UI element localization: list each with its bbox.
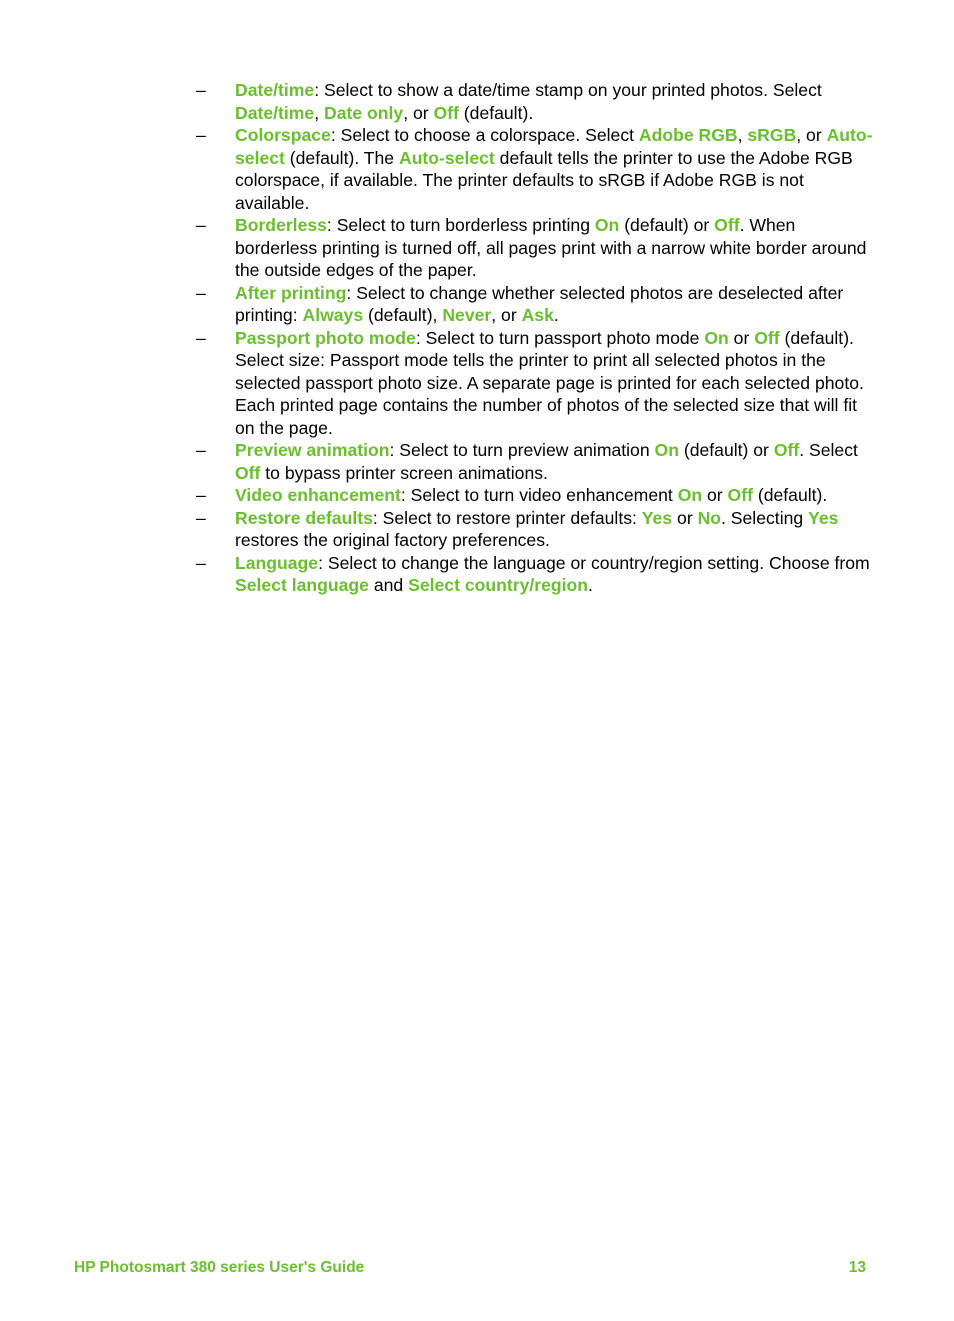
description-text: : Select to turn preview animation: [389, 440, 655, 460]
option-keyword: Off: [727, 485, 753, 505]
description-text: (default).: [458, 102, 534, 123]
description-text: , or: [491, 305, 522, 325]
description-text: . Selecting: [721, 507, 809, 528]
option-keyword: Never: [442, 305, 492, 325]
description-text: .: [588, 575, 593, 595]
bullet-dash: –: [196, 485, 206, 505]
description-text: (default). Select size: Passport mode tells the printer to print all selected photos in the selected passport photo size. A separate page is printed for each selected photo. Each printed page contains the number of photos of the selected size that will fit on the page.: [235, 327, 864, 438]
list-item: [196, 327, 876, 440]
description-text: to bypass printer screen animations.: [260, 462, 548, 483]
option-keyword: Preview animation: [235, 440, 390, 460]
description-text: : Select to change the language or country/region setting. Choose from: [318, 552, 870, 573]
description-text: default tells the printer to use the Adobe RGB colorspace, if available. The printer defaults to sRGB if Adobe RGB is not available.: [235, 147, 853, 213]
list-item: [196, 79, 876, 124]
option-keyword: Ask: [521, 305, 554, 325]
list-item: [196, 484, 876, 507]
option-keyword: Colorspace: [235, 125, 331, 145]
list-item: [196, 282, 876, 327]
description-text: . When borderless printing is turned off, all pages print with a narrow white border around the outside edges of the paper.: [235, 215, 867, 280]
footer-page-number: 13: [848, 1259, 866, 1276]
bullet-dash: –: [196, 282, 206, 303]
bullet-dash: –: [196, 440, 206, 460]
list-item: [196, 552, 876, 597]
bullet-dash: –: [196, 507, 206, 528]
option-keyword: Borderless: [235, 215, 327, 235]
description-text: (default) or: [678, 440, 774, 460]
option-keyword: Date/time: [235, 80, 315, 100]
option-keyword: No: [697, 507, 722, 528]
option-keyword: Adobe RGB: [638, 125, 738, 145]
bullet-dash: –: [196, 125, 206, 145]
description-text: or: [728, 327, 755, 348]
description-text: : Select to turn passport photo mode: [415, 327, 705, 348]
footer-guide-title: HP Photosmart 380 series User's Guide: [74, 1259, 365, 1276]
option-keyword: Select language: [235, 575, 369, 595]
description-text: ,: [737, 125, 748, 145]
description-text: ,: [314, 102, 324, 123]
bullet-dash: –: [196, 552, 206, 573]
option-keyword: Video enhancement: [235, 485, 401, 505]
option-keyword: Language: [235, 552, 319, 573]
description-text: : Select to change whether selected photos are deselected after printing:: [235, 282, 844, 325]
option-keyword: On: [594, 215, 620, 235]
option-keyword: Restore defaults: [235, 507, 373, 528]
option-keyword: After printing: [235, 282, 347, 303]
settings-list: [196, 79, 876, 597]
option-keyword: Auto-select: [235, 125, 873, 168]
bullet-dash: –: [196, 80, 206, 100]
description-text: : Select to choose a colorspace. Select: [330, 125, 639, 145]
description-text: : Select to turn borderless printing: [326, 215, 595, 235]
option-keyword: Select country/region: [408, 575, 588, 595]
list-item: [196, 507, 876, 552]
option-keyword: Off: [773, 440, 800, 460]
option-keyword: Auto-select: [398, 147, 495, 168]
option-keyword: On: [677, 485, 703, 505]
description-text: or: [702, 485, 728, 505]
description-text: : Select to show a date/time stamp on your printed photos. Select: [314, 80, 822, 100]
description-text: and: [368, 575, 409, 595]
list-item: [196, 214, 876, 282]
description-text: (default),: [363, 305, 443, 325]
option-keyword: Yes: [808, 507, 839, 528]
option-keyword: Off: [433, 102, 459, 123]
description-text: , or: [796, 125, 827, 145]
bullet-dash: –: [196, 327, 206, 348]
option-keyword: Off: [714, 215, 740, 235]
option-keyword: Always: [302, 305, 364, 325]
option-keyword: Date/time: [235, 102, 315, 123]
option-keyword: On: [704, 327, 729, 348]
description-text: (default) or: [619, 215, 715, 235]
description-text: . Select: [799, 440, 858, 460]
description-text: or: [672, 507, 698, 528]
list-item: [196, 124, 876, 214]
description-text: (default). The: [284, 147, 399, 168]
option-keyword: Off: [754, 327, 780, 348]
description-text: : Select to restore printer defaults:: [372, 507, 642, 528]
description-text: .: [553, 305, 559, 325]
description-text: restores the original factory preferences.: [235, 530, 550, 550]
option-keyword: Passport photo mode: [235, 327, 416, 348]
description-text: : Select to turn video enhancement: [400, 485, 678, 505]
option-keyword: sRGB: [747, 125, 797, 145]
description-text: , or: [403, 102, 434, 123]
description-text: (default).: [752, 485, 828, 505]
bullet-dash: –: [196, 215, 206, 235]
list-item: [196, 439, 876, 484]
option-keyword: On: [654, 440, 679, 460]
option-keyword: Date only: [323, 102, 404, 123]
option-keyword: Off: [235, 462, 261, 483]
option-keyword: Yes: [641, 507, 673, 528]
